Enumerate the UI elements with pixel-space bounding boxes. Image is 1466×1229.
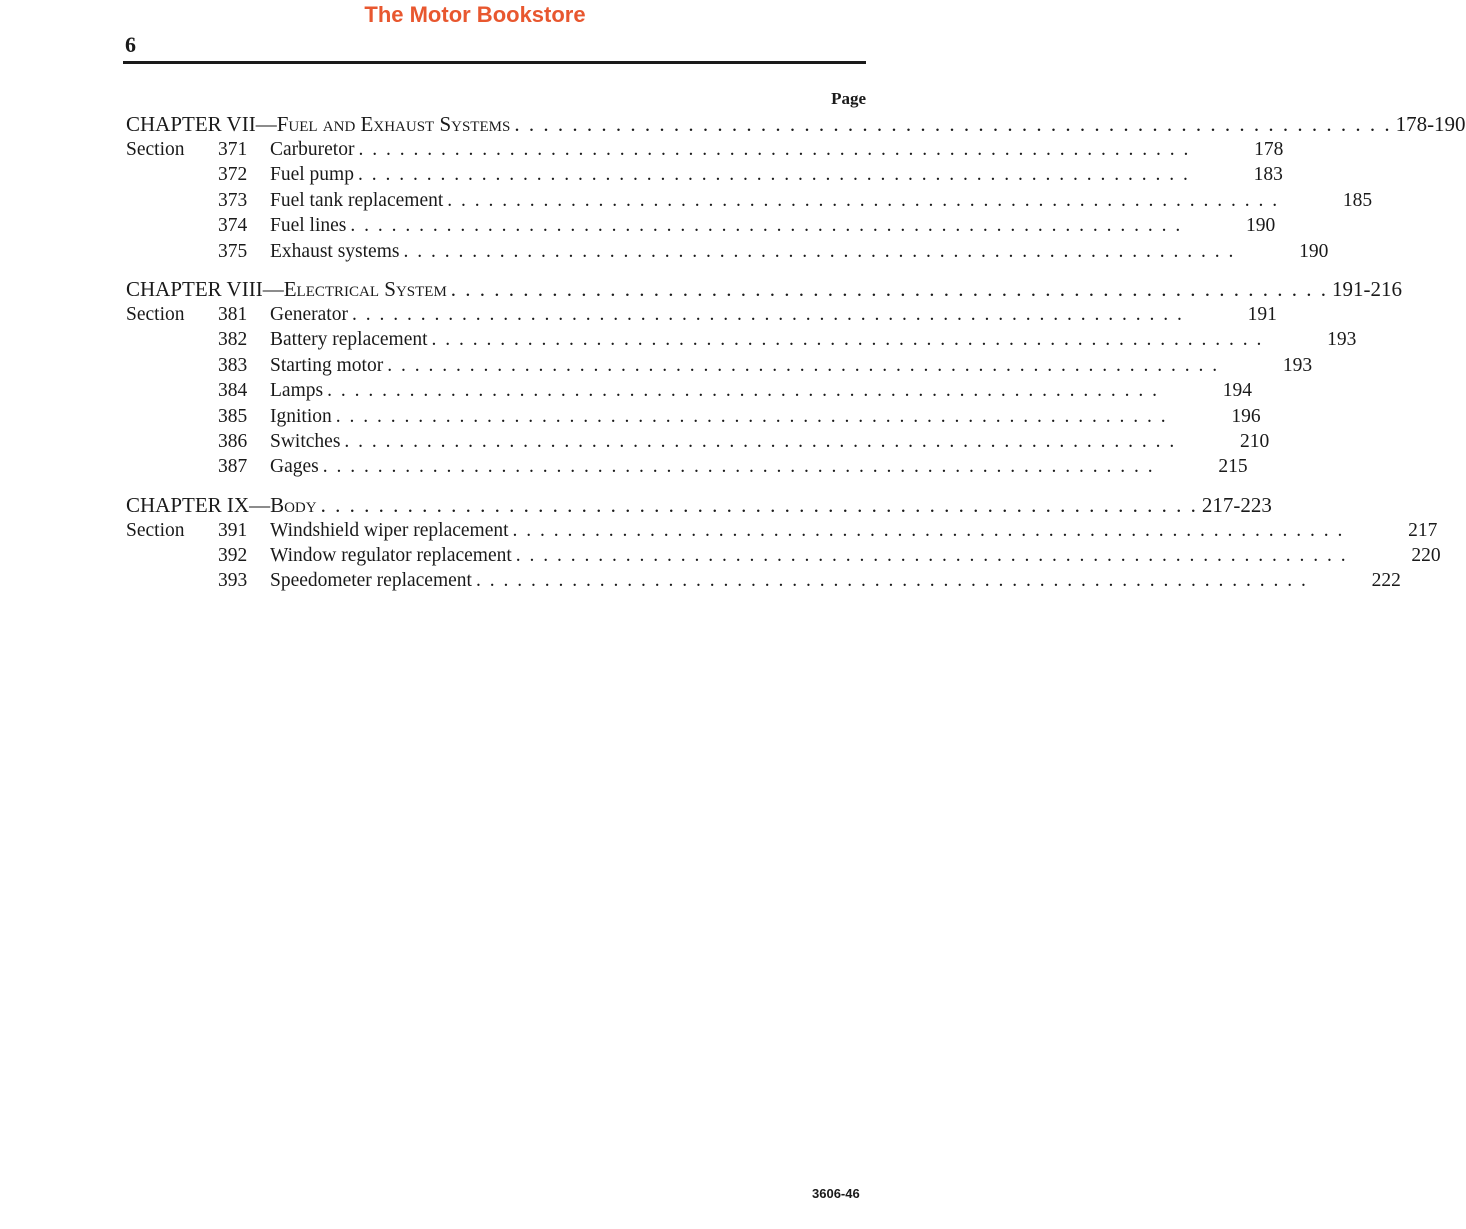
section-number: 385 [218, 405, 248, 427]
section-page: 196 [1231, 405, 1261, 427]
section-title: Ignition [270, 405, 332, 427]
chapter-pages: 191-216 [1332, 276, 1403, 301]
dot-leader: . . . . . . . . . . . . . . . . . . . . . . . . . . . . . . . . . . . . . . . . . . . . . . . . . . . . . . . . . . . . . [327, 380, 1159, 402]
dot-leader: . . . . . . . . . . . . . . . . . . . . . . . . . . . . . . . . . . . . . . . . . . . . . . . . . . . . . . . . . . . . . [514, 112, 1392, 136]
header-rule [123, 61, 866, 64]
chapter-pages: 178-190 [1395, 112, 1466, 136]
dot-leader: . . . . . . . . . . . . . . . . . . . . . . . . . . . . . . . . . . . . . . . . . . . . . . . . . . . . . . . . . . . . . [358, 139, 1191, 160]
section-number: 392 [218, 545, 248, 567]
section-number: 393 [218, 570, 248, 592]
dot-leader: . . . . . . . . . . . . . . . . . . . . . . . . . . . . . . . . . . . . . . . . . . . . . . . . . . . . . . . . . . . . . [351, 303, 1184, 325]
section-title: Lamps [270, 380, 324, 402]
section-page: 222 [1371, 570, 1401, 592]
chapter-spacer [126, 264, 866, 276]
dot-leader: . . . . . . . . . . . . . . . . . . . . . . . . . . . . . . . . . . . . . . . . . . . . . . . . . . . . . . . . . . . . . [357, 164, 1190, 186]
section-number: 374 [218, 215, 248, 237]
section-page: 190 [1246, 215, 1276, 237]
table-of-contents [126, 86, 1466, 594]
chapter-label: CHAPTER IX— [126, 492, 271, 517]
dot-leader: . . . . . . . . . . . . . . . . . . . . . . . . . . . . . . . . . . . . . . . . . . . . . . . . . . . . . . . . . . . . . [344, 430, 1177, 452]
page-column-header: Page [831, 89, 866, 108]
section-page: 215 [1218, 456, 1248, 478]
dot-leader: . . . . . . . . . . . . . . . . . . . . . . . . . . . . . . . . . . . . . . . . . . . . . . . . . . . . . . . . . . . . . [403, 240, 1236, 262]
dot-leader: . . . . . . . . . . . . . . . . . . . . . . . . . . . . . . . . . . . . . . . . . . . . . . . . . . . . . . . . . . . . . [320, 492, 1198, 517]
dot-leader: . . . . . . . . . . . . . . . . . . . . . . . . . . . . . . . . . . . . . . . . . . . . . . . . . . . . . . . . . . . . . [387, 354, 1220, 376]
footer-code: 3606-46 [812, 1186, 860, 1201]
section-row [126, 327, 1357, 352]
section-row [126, 162, 1283, 187]
section-row [126, 454, 1248, 479]
section-number: 387 [218, 456, 248, 478]
chapter-label: CHAPTER VII— [126, 112, 277, 136]
dot-leader: . . . . . . . . . . . . . . . . . . . . . . . . . . . . . . . . . . . . . . . . . . . . . . . . . . . . . . . . . . . . . [475, 570, 1308, 592]
chapter-title: Fuel and Exhaust Systems [276, 112, 511, 136]
section-page: 191 [1247, 303, 1277, 325]
section-prefix: Section [126, 519, 185, 541]
dot-leader: . . . . . . . . . . . . . . . . . . . . . . . . . . . . . . . . . . . . . . . . . . . . . . . . . . . . . . . . . . . . . [515, 545, 1348, 567]
section-page: 190 [1299, 240, 1329, 262]
section-prefix: Section [126, 139, 185, 160]
section-page: 217 [1408, 519, 1438, 541]
chapter-heading [126, 276, 1403, 302]
section-number: 372 [218, 164, 248, 186]
section-title: Generator [270, 303, 348, 325]
section-number: 382 [218, 329, 248, 351]
section-page: 183 [1253, 164, 1283, 186]
section-number: 383 [218, 354, 248, 376]
section-page: 185 [1342, 189, 1373, 211]
section-page: 220 [1411, 545, 1441, 567]
section-prefix: Section [126, 303, 185, 325]
chapter-label: CHAPTER VIII— [126, 276, 284, 301]
dot-leader: . . . . . . . . . . . . . . . . . . . . . . . . . . . . . . . . . . . . . . . . . . . . . . . . . . . . . . . . . . . . . [431, 329, 1264, 351]
section-row [126, 353, 1313, 378]
chapter-pages: 217-223 [1201, 492, 1272, 517]
section-number: 371 [218, 139, 248, 160]
section-number: 391 [218, 519, 248, 541]
section-number: 373 [218, 189, 248, 211]
section-page: 178 [1254, 139, 1284, 160]
chapter-title: Electrical System [283, 276, 447, 301]
section-page: 210 [1240, 430, 1270, 452]
section-title: Fuel lines [270, 215, 347, 237]
section-title: Battery replacement [270, 329, 428, 351]
watermark-text: The Motor Bookstore [364, 2, 586, 27]
section-title: Switches [270, 430, 341, 452]
section-row [126, 137, 1284, 162]
dot-leader: . . . . . . . . . . . . . . . . . . . . . . . . . . . . . . . . . . . . . . . . . . . . . . . . . . . . . . . . . . . . . [512, 519, 1345, 541]
section-page: 194 [1222, 380, 1252, 402]
section-row [126, 568, 1401, 593]
section-row [126, 188, 1373, 213]
chapter-heading [126, 492, 1272, 518]
section-row [126, 404, 1261, 429]
section-title: Fuel pump [270, 164, 354, 186]
section-number: 375 [218, 240, 248, 262]
section-title: Speedometer replacement [270, 570, 472, 592]
section-row [126, 518, 1438, 543]
section-row [126, 239, 1329, 264]
section-page: 193 [1282, 354, 1313, 376]
section-row [126, 213, 1276, 238]
page-number: 6 [125, 32, 136, 57]
dot-leader: . . . . . . . . . . . . . . . . . . . . . . . . . . . . . . . . . . . . . . . . . . . . . . . . . . . . . . . . . . . . . [447, 189, 1280, 211]
section-title: Carburetor [270, 139, 355, 160]
section-number: 386 [218, 430, 248, 452]
chapter-spacer [126, 480, 866, 492]
chapter-heading [126, 111, 1466, 137]
section-title: Exhaust systems [270, 240, 400, 262]
section-number: 381 [218, 303, 248, 325]
section-title: Fuel tank replacement [270, 189, 444, 211]
section-row [126, 429, 1270, 454]
section-row [126, 378, 1252, 403]
chapter-title: Body [270, 492, 317, 517]
section-title: Windshield wiper replacement [270, 519, 509, 541]
section-title: Window regulator replacement [270, 545, 512, 567]
section-title: Starting motor [270, 354, 384, 376]
dot-leader: . . . . . . . . . . . . . . . . . . . . . . . . . . . . . . . . . . . . . . . . . . . . . . . . . . . . . . . . . . . . . [335, 405, 1168, 427]
dot-leader: . . . . . . . . . . . . . . . . . . . . . . . . . . . . . . . . . . . . . . . . . . . . . . . . . . . . . . . . . . . . . [350, 215, 1183, 237]
dot-leader: . . . . . . . . . . . . . . . . . . . . . . . . . . . . . . . . . . . . . . . . . . . . . . . . . . . . . . . . . . . . . [450, 276, 1329, 301]
section-page: 193 [1327, 329, 1357, 351]
section-title: Gages [270, 456, 319, 478]
section-row [126, 543, 1441, 568]
section-row [126, 302, 1277, 327]
section-number: 384 [218, 380, 248, 402]
dot-leader: . . . . . . . . . . . . . . . . . . . . . . . . . . . . . . . . . . . . . . . . . . . . . . . . . . . . . . . . . . . . . [322, 456, 1155, 478]
